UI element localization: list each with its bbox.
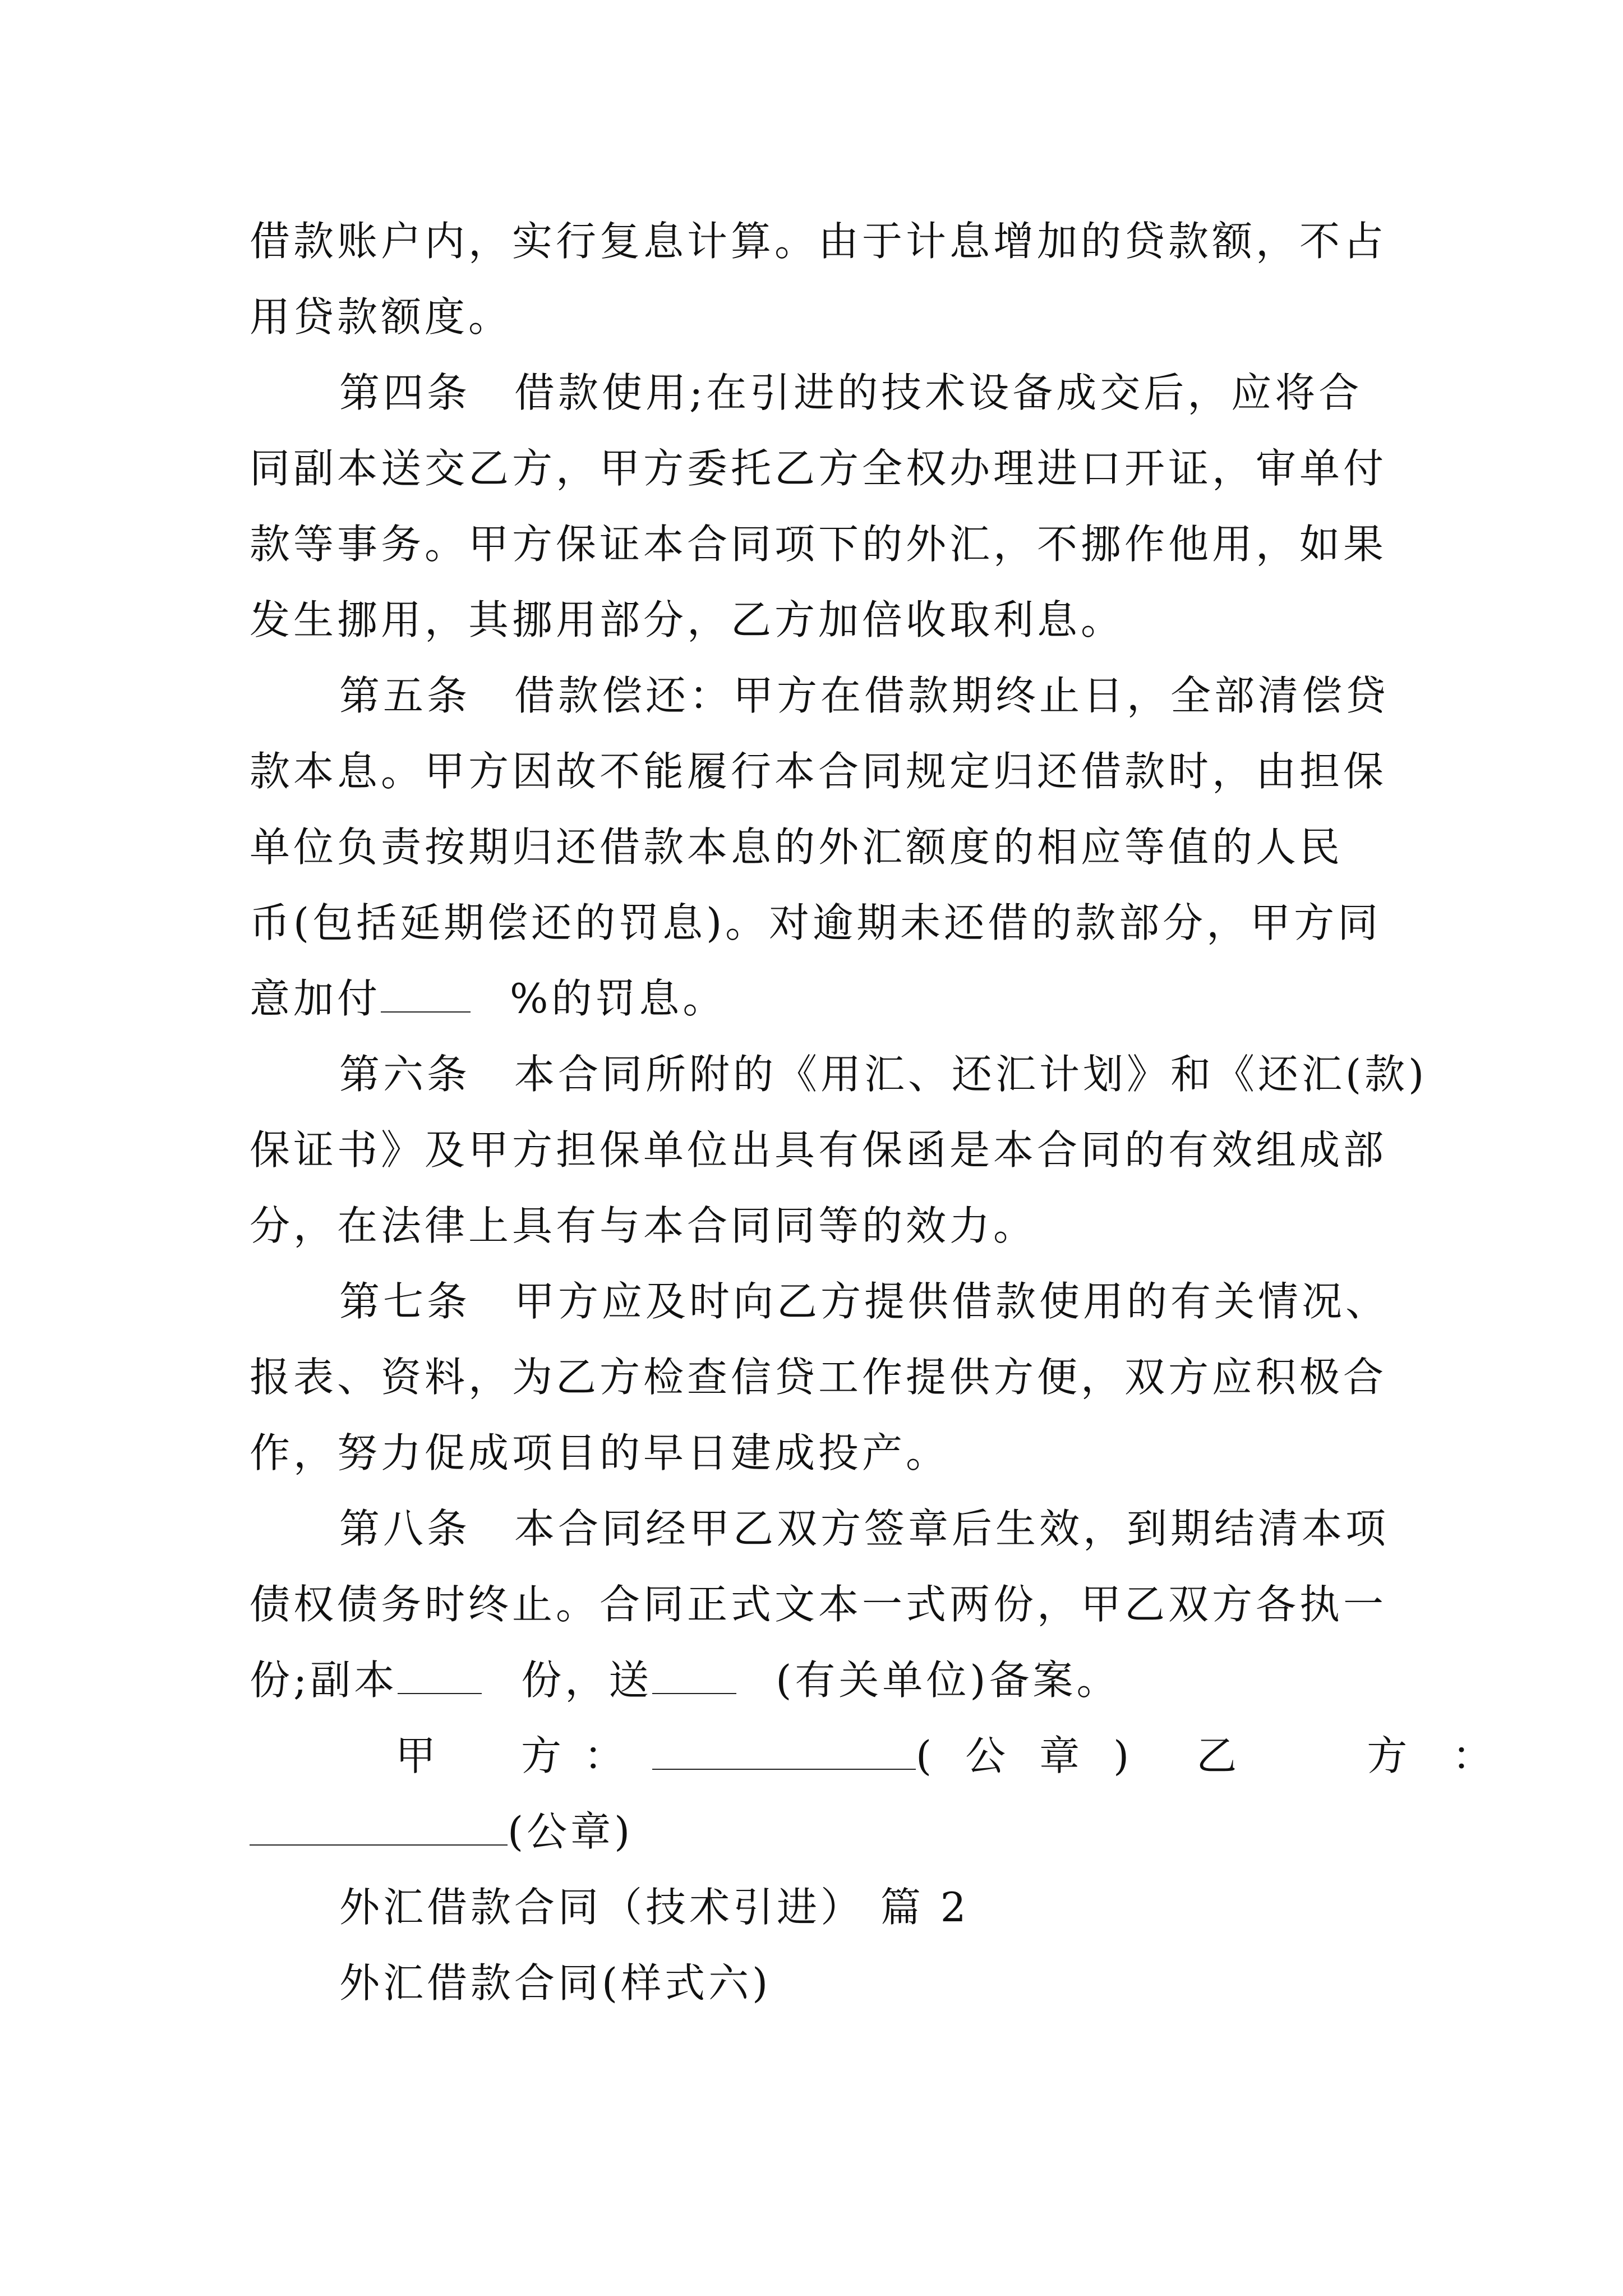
text-line: 债权债务时终止。合同正式文本一式两份，甲乙双方各执一	[250, 1581, 1387, 1628]
text-line	[250, 970, 1388, 1027]
text-fragment: 份，送	[521, 1657, 653, 1704]
text-line: 保证书》及甲方担保单位出具有保函是本合同的有效组成部	[250, 1126, 1387, 1174]
text-line	[250, 1652, 1388, 1708]
text-line: 报表、资料，为乙方检查信贷工作提供方便，双方应积极合	[250, 1354, 1387, 1401]
section-subtitle: 外汇借款合同(样式六)	[339, 1959, 772, 2007]
signature-line-2	[250, 1803, 1388, 1860]
text-line: 单位负责按期归还借款本息的外汇额度的相应等值的人民	[250, 823, 1344, 871]
text-line: 用贷款额度。	[250, 293, 513, 341]
party-a-blank	[652, 1733, 916, 1770]
article-8-heading: 第八条 本合同经甲乙双方签章后生效，到期结清本项	[339, 1505, 1390, 1552]
filing-unit-blank	[652, 1657, 736, 1694]
text-fragment: %的罚息。	[510, 975, 727, 1022]
article-4-heading: 第四条 借款使用;在引进的技术设备成交后，应将合	[339, 369, 1363, 416]
penalty-rate-blank	[381, 976, 471, 1013]
text-line: 同副本送交乙方，甲方委托乙方全权办理进口开证，审单付	[250, 445, 1387, 492]
party-b-blank	[250, 1809, 508, 1846]
text-line: 借款账户内，实行复息计算。由于计息增加的贷款额，不占	[250, 218, 1387, 265]
section-title: 外汇借款合同（技术引进） 篇 2	[339, 1884, 970, 1931]
text-line: 分，在法律上具有与本合同同等的效力。	[250, 1202, 1038, 1249]
text-line: 发生挪用，其挪用部分，乙方加倍收取利息。	[250, 596, 1125, 643]
party-a-seal: (公章)	[916, 1732, 1163, 1779]
article-7-heading: 第七条 甲方应及时向乙方提供借款使用的有关情况、	[339, 1278, 1390, 1325]
signature-line	[395, 1728, 1538, 1784]
party-b-label: 乙 方：	[1196, 1732, 1538, 1779]
party-b-seal: (公章)	[508, 1808, 634, 1855]
text-fragment: (有关单位)备案。	[776, 1657, 1121, 1704]
text-line: 作，努力促成项目的早日建成投产。	[250, 1429, 950, 1476]
text-line: 款等事务。甲方保证本合同项下的外汇，不挪作他用，如果	[250, 521, 1387, 568]
article-5-heading: 第五条 借款偿还：甲方在借款期终止日，全部清偿贷	[339, 672, 1390, 719]
copies-blank	[398, 1657, 482, 1694]
text-fragment: 意加付	[250, 975, 381, 1022]
text-line: 币(包括延期偿还的罚息)。对逾期未还借的款部分，甲方同	[250, 899, 1382, 946]
party-a-label: 甲 方：	[395, 1732, 647, 1779]
text-line: 款本息。甲方因故不能履行本合同规定归还借款时，由担保	[250, 748, 1387, 795]
text-fragment: 份;副本	[250, 1657, 398, 1704]
article-6-heading: 第六条 本合同所附的《用汇、还汇计划》和《还汇(款)	[339, 1051, 1428, 1098]
